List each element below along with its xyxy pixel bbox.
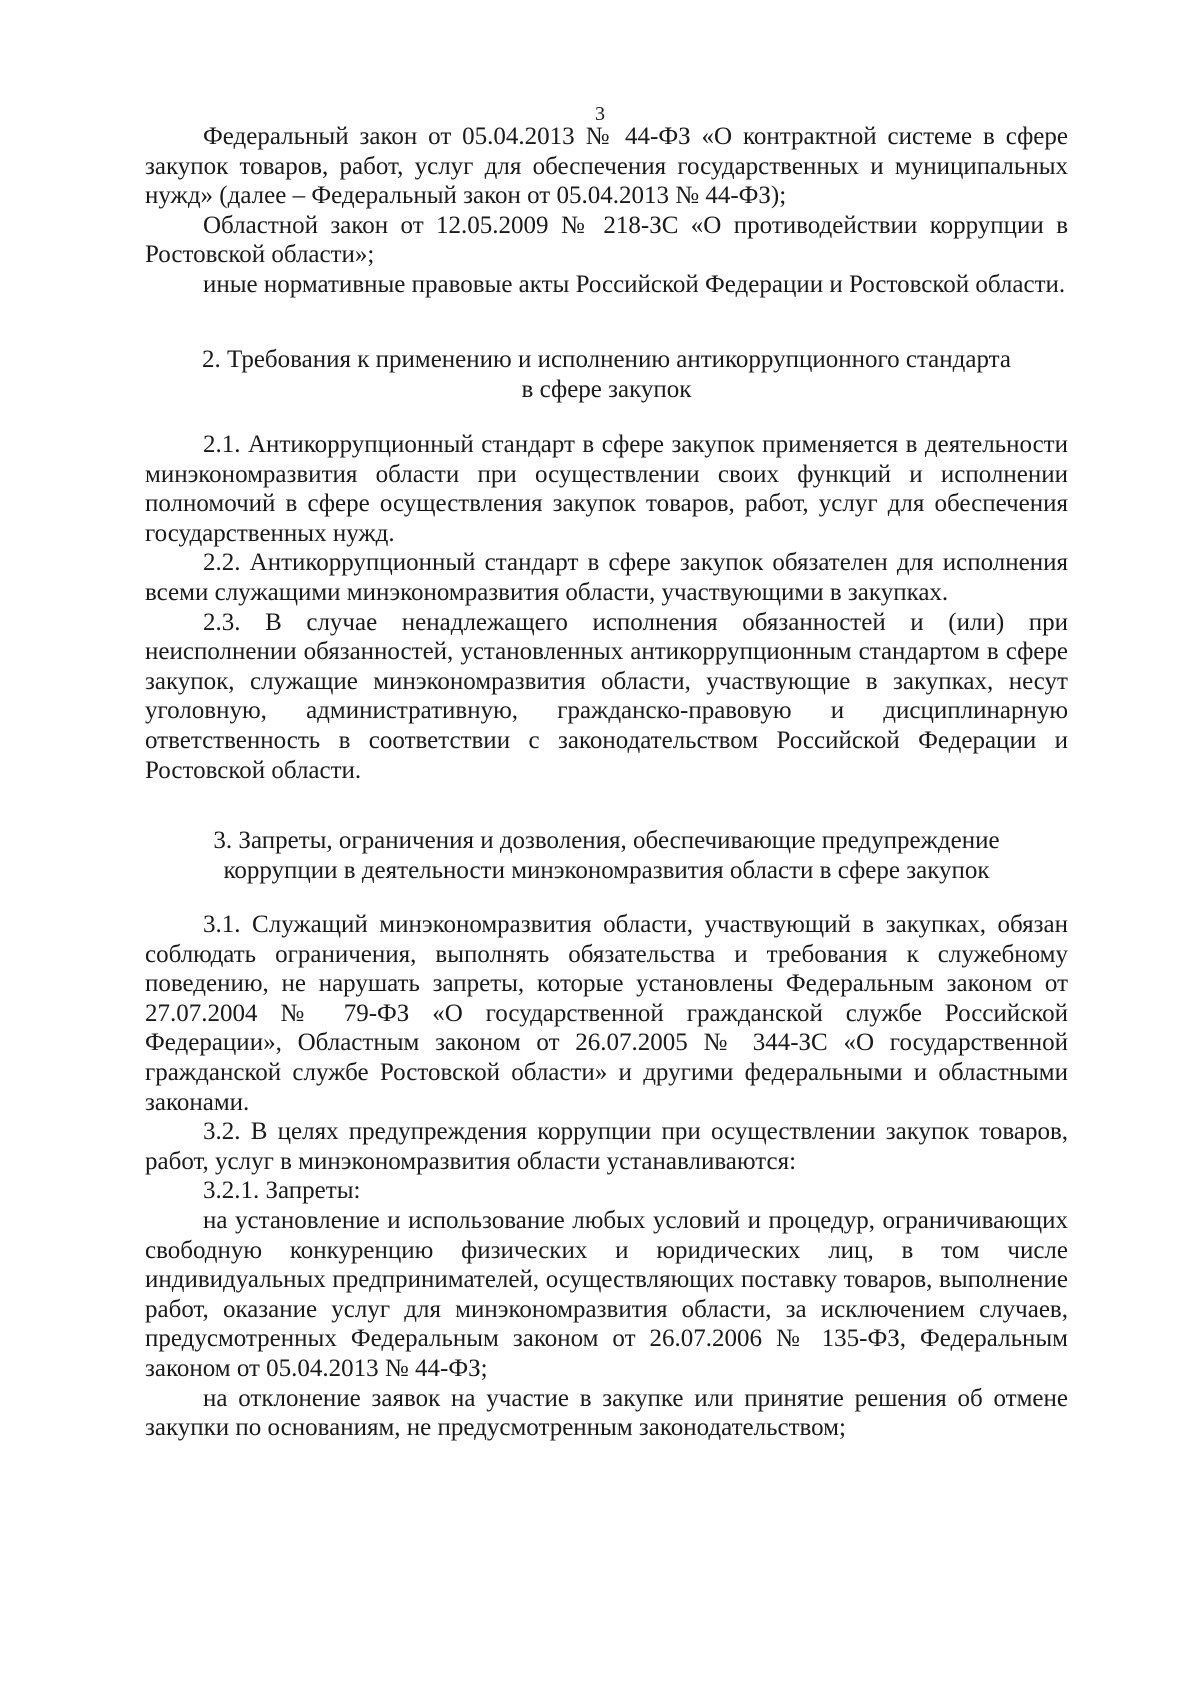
- prohibition-item-competition: на установление и использование любых условий и процедур, ограничивающих свободную конкуренцию физических и юридических лиц, в том числе индивидуальных предпринимателей, осуществляющих поставку товаров, выполнение работ, оказание услуг для минэкономразвития области, за исключением случаев, предусмотренных Федеральным законом от 26.07.2006 № 135-ФЗ, Федеральным законом от 05.04.2013 № 44-ФЗ;: [145, 1206, 1068, 1382]
- section-2-heading: [145, 345, 1068, 404]
- section-3-body: [145, 910, 1068, 1443]
- prohibition-item-rejection: на отклонение заявок на участие в закупке или принятие решения об отмене закупки по основаниям, не предусмотренным законодательством;: [145, 1384, 1068, 1442]
- section-2-heading-line-2: в сфере закупок: [521, 375, 692, 403]
- paragraph-2-1: 2.1. Антикоррупционный стандарт в сфере закупок применяется в деятельности минэкономразвития области при осуществлении своих функций и исполнении полномочий в сфере осуществления закупок товаров, работ, услуг для обеспечения государственных нужд.: [145, 431, 1068, 547]
- paragraph-3-2: 3.2. В целях предупреждения коррупции при осуществлении закупок товаров, работ, услуг в минэкономразвития области устанавливаются:: [145, 1118, 1068, 1175]
- paragraph-2-3: 2.3. В случае ненадлежащего исполнения обязанностей и (или) при неисполнении обязанностей, установленных антикоррупционным стандартом в сфере закупок, служащие минэкономразвития области, участвующие в закупках, несут уголовную, административную, гражданско-правовую и дисциплинарную ответственность в соответствии с законодательством Российской Федерации и Ростовской области.: [145, 608, 1068, 784]
- section-3-heading: [145, 826, 1068, 885]
- intro-block: [145, 122, 1068, 300]
- intro-paragraph-regional-law-218zs: Областной закон от 12.05.2009 № 218-ЗС «О противодействии коррупции в Ростовской области»;: [145, 211, 1068, 269]
- paragraph-2-2: 2.2. Антикоррупционный стандарт в сфере закупок обязателен для исполнения всеми служащими минэкономразвития области, участвующими в закупках.: [145, 549, 1068, 606]
- section-2-heading-line-1: 2. Требования к применению и исполнению антикоррупционного стандарта: [202, 346, 1011, 373]
- page-number: 3: [595, 103, 605, 125]
- intro-paragraph-other-acts: иные нормативные правовые акты Российской Федерации и Ростовской области.: [203, 270, 1066, 298]
- paragraph-3-2-1: 3.2.1. Запреты:: [203, 1177, 361, 1205]
- section-3-heading-line-1: 3. Запреты, ограничения и дозволения, обеспечивающие предупреждение: [213, 827, 1000, 854]
- section-3-heading-line-2: коррупции в деятельности минэкономразвития области в сфере закупок: [223, 856, 990, 884]
- intro-paragraph-federal-law-44fz: Федеральный закон от 05.04.2013 № 44-ФЗ «О контрактной системе в сфере закупок товаров, работ, услуг для обеспечения государственных и муниципальных нужд» (далее – Федеральный закон от 05.04.2013 № 44-ФЗ);: [145, 123, 1068, 210]
- section-2-body: [145, 430, 1068, 785]
- paragraph-3-1: 3.1. Служащий минэкономразвития области, участвующий в закупках, обязан соблюдать ограничения, выполнять обязательства и требования к служебному поведению, не нарушать запреты, которые установлены Федеральным законом от 27.07.2004 № 79-ФЗ «О государственной гражданской службе Российской Федерации», Областным законом от 26.07.2005 № 344-ЗС «О государственной гражданской службе Ростовской области» и другими федеральными и областными законами.: [145, 911, 1068, 1116]
